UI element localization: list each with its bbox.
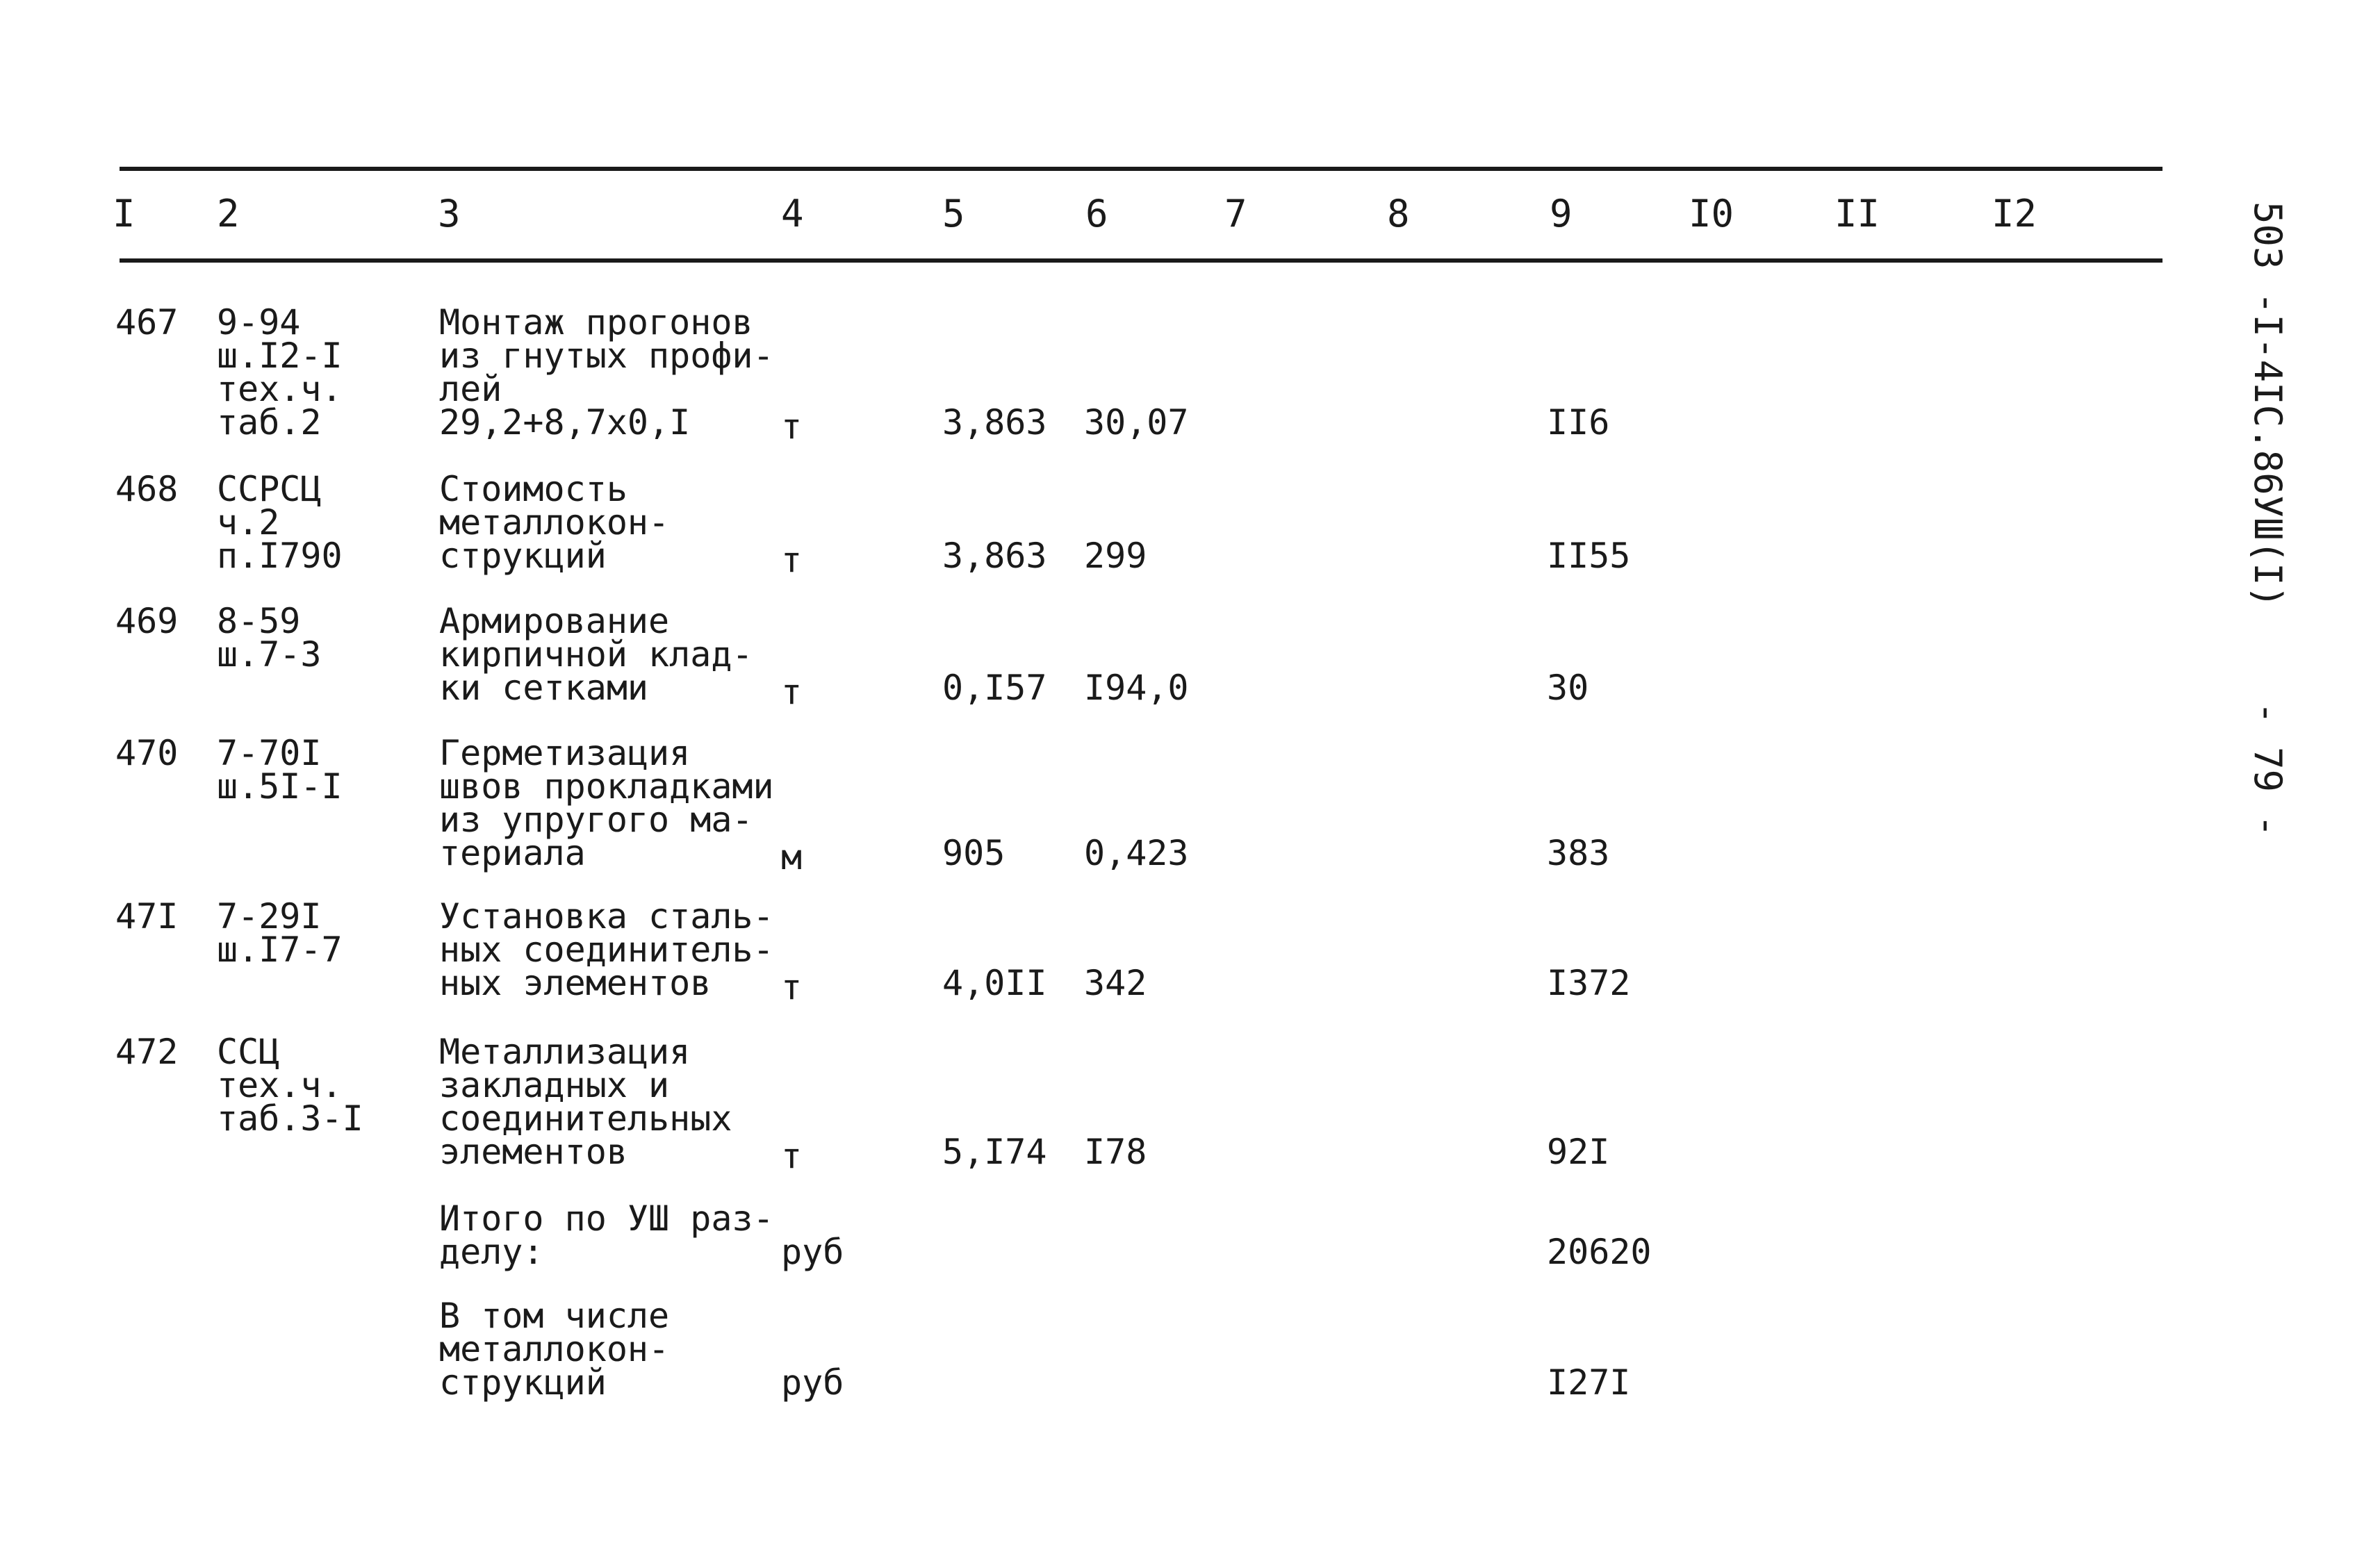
- row-description: закладных и: [439, 1065, 670, 1105]
- row-reference: таб.3-I: [217, 1098, 363, 1139]
- row-description: Металлизация: [439, 1032, 691, 1072]
- row-price: 342: [1084, 963, 1147, 1003]
- row-quantity: 905: [942, 833, 1006, 873]
- header-col-4: 4: [781, 192, 804, 236]
- row-description: швов прокладками: [439, 766, 774, 807]
- row-description: Герметизация: [439, 733, 691, 773]
- row-description: металлокон-: [439, 502, 670, 543]
- summary-unit: руб: [781, 1232, 844, 1272]
- row-price: I78: [1084, 1132, 1147, 1172]
- row-quantity: 0,I57: [942, 668, 1047, 708]
- row-unit: т: [781, 672, 803, 712]
- summary-total: 20620: [1547, 1232, 1652, 1272]
- row-number: 467: [115, 302, 179, 343]
- row-description: элементов: [439, 1132, 627, 1172]
- row-description: кирпичной клад-: [439, 634, 753, 675]
- row-reference: ч.2: [217, 502, 280, 543]
- header-col-11: II: [1835, 192, 1880, 236]
- row-quantity: 4,0II: [942, 963, 1047, 1003]
- row-price: I94,0: [1084, 668, 1189, 708]
- row-number: 472: [115, 1032, 179, 1072]
- row-description: Монтаж прогонов: [439, 302, 753, 343]
- row-description: ных соединитель-: [439, 930, 774, 970]
- summary-description: делу:: [439, 1232, 544, 1272]
- summary-description: металлокон-: [439, 1329, 670, 1369]
- summary-description: Итого по УШ раз-: [439, 1198, 774, 1239]
- row-description: териала: [439, 833, 586, 873]
- row-description: из гнутых профи-: [439, 336, 774, 376]
- header-col-3: 3: [438, 192, 461, 236]
- row-reference: ш.I2-I: [217, 336, 343, 376]
- row-description: Армирование: [439, 601, 670, 641]
- header-col-10: I0: [1689, 192, 1734, 236]
- row-reference: ССЦ: [217, 1032, 280, 1072]
- row-number: 468: [115, 469, 179, 509]
- row-reference: п.I790: [217, 536, 343, 576]
- header-col-9: 9: [1550, 192, 1573, 236]
- row-unit: т: [781, 406, 803, 447]
- row-description: Стоимость: [439, 469, 627, 509]
- summary-description: В том числе: [439, 1296, 670, 1336]
- row-reference: ССРСЦ: [217, 469, 322, 509]
- page-number: - 79 -: [2246, 702, 2290, 838]
- header-col-7: 7: [1224, 192, 1247, 236]
- row-description: из упругого ма-: [439, 800, 753, 840]
- row-total: II55: [1547, 536, 1631, 576]
- row-total: 92I: [1547, 1132, 1610, 1172]
- row-reference: ш.5I-I: [217, 766, 343, 807]
- header-rule: [120, 258, 2162, 263]
- row-number: 47I: [115, 896, 179, 937]
- row-total: I372: [1547, 963, 1631, 1003]
- header-col-12: I2: [1992, 192, 2037, 236]
- row-unit: т: [781, 1136, 803, 1176]
- row-total: 383: [1547, 833, 1610, 873]
- row-number: 470: [115, 733, 179, 773]
- summary-total: I27I: [1547, 1362, 1631, 1403]
- row-reference: ш.7-3: [217, 634, 322, 675]
- row-total: 30: [1547, 668, 1589, 708]
- row-price: 0,423: [1084, 833, 1189, 873]
- row-description: соединительных: [439, 1098, 732, 1139]
- row-description: 29,2+8,7x0,I: [439, 402, 691, 443]
- header-col-8: 8: [1387, 192, 1410, 236]
- row-unit: м: [781, 837, 803, 877]
- row-description: струкций: [439, 536, 607, 576]
- top-rule: [120, 167, 2162, 171]
- row-total: II6: [1547, 402, 1610, 443]
- row-reference: 8-59: [217, 601, 301, 641]
- header-col-6: 6: [1085, 192, 1108, 236]
- row-quantity: 3,863: [942, 536, 1047, 576]
- row-price: 299: [1084, 536, 1147, 576]
- row-description: ки сетками: [439, 668, 649, 708]
- header-col-1: I: [113, 192, 136, 236]
- summary-description: струкций: [439, 1362, 607, 1403]
- row-reference: ш.I7-7: [217, 930, 343, 970]
- header-col-5: 5: [942, 192, 965, 236]
- row-unit: т: [781, 540, 803, 580]
- row-description: лей: [439, 369, 502, 409]
- summary-unit: руб: [781, 1362, 844, 1403]
- row-reference: таб.2: [217, 402, 322, 443]
- row-reference: 7-29I: [217, 896, 322, 937]
- row-quantity: 5,I74: [942, 1132, 1047, 1172]
- row-number: 469: [115, 601, 179, 641]
- row-reference: тех.ч.: [217, 1065, 343, 1105]
- row-reference: 7-70I: [217, 733, 322, 773]
- row-reference: 9-94: [217, 302, 301, 343]
- row-unit: т: [781, 967, 803, 1007]
- row-reference: тех.ч.: [217, 369, 343, 409]
- document-code: 503 -I-4IC.86УШ(I): [2246, 201, 2290, 609]
- row-description: ных элементов: [439, 963, 712, 1003]
- row-quantity: 3,863: [942, 402, 1047, 443]
- row-price: 30,07: [1084, 402, 1189, 443]
- row-description: Установка сталь-: [439, 896, 774, 937]
- header-col-2: 2: [217, 192, 240, 236]
